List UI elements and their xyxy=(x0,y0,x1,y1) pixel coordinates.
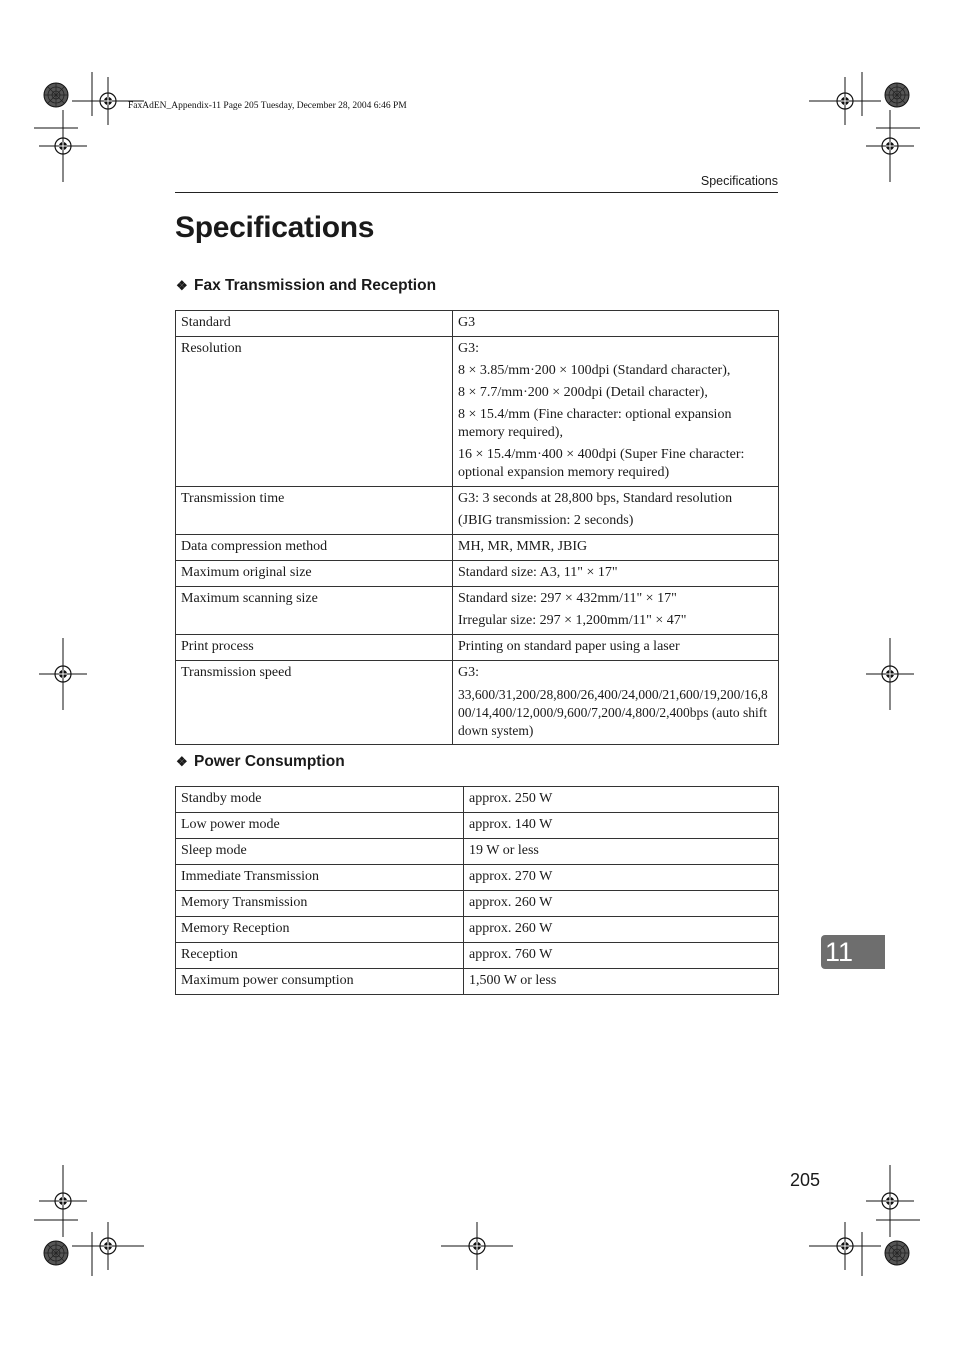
diamond-bullet-icon: ❖ xyxy=(176,754,188,769)
table-row xyxy=(176,337,779,487)
spec-value-line: G3: 3 seconds at 28,800 bps, Standard resolution xyxy=(458,491,733,506)
power-value: approx. 140 W xyxy=(464,813,779,839)
spec-value-line: (JBIG transmission: 2 seconds) xyxy=(458,513,634,528)
fax-spec-table xyxy=(175,310,779,745)
spec-value xyxy=(453,311,779,337)
spec-value-line: 8 × 15.4/mm (Fine character: optional expansion memory required), xyxy=(458,407,732,440)
color-target-bottom-left xyxy=(44,1241,68,1265)
registration-mark-bottom-right xyxy=(809,1222,881,1270)
mode-label: Immediate Transmission xyxy=(176,865,464,891)
spec-value xyxy=(453,337,779,487)
table-row xyxy=(176,891,779,917)
running-header: Specifications xyxy=(700,174,778,188)
mode-label: Standby mode xyxy=(176,787,464,813)
section-title: Power Consumption xyxy=(194,753,345,770)
mode-label: Memory Transmission xyxy=(176,891,464,917)
spec-value-line: G3 xyxy=(458,315,476,330)
print-info: FaxAdEN_Appendix-11 Page 205 Tuesday, December 28, 2004 6:46 PM xyxy=(128,101,407,111)
color-target-top-right xyxy=(885,83,909,107)
table-row xyxy=(176,535,779,561)
power-value: approx. 260 W xyxy=(464,917,779,943)
spec-value xyxy=(453,587,779,635)
spec-label: Maximum original size xyxy=(176,561,453,587)
chapter-tab: 11 xyxy=(821,935,885,969)
diamond-bullet-icon: ❖ xyxy=(176,278,188,293)
power-value: approx. 760 W xyxy=(464,943,779,969)
spec-value-line: 33,600/31,200/28,800/26,400/24,000/21,600/19,200/16,800/14,400/12,000/9,600/7,200/4,800/2,400bps (auto shift down system) xyxy=(458,687,768,738)
table-row xyxy=(176,787,779,813)
spec-label: Standard xyxy=(176,311,453,337)
spec-label: Resolution xyxy=(176,337,453,487)
table-row xyxy=(176,813,779,839)
spec-value xyxy=(453,635,779,661)
page-number: 205 xyxy=(789,1170,820,1190)
spec-value-line: 8 × 3.85/mm·200 × 100dpi (Standard character), xyxy=(458,363,731,378)
section-heading-power xyxy=(176,753,345,771)
registration-mark-right-middle xyxy=(866,638,914,710)
spec-value-line: Standard size: 297 × 432mm/11" × 17" xyxy=(458,591,677,606)
spec-label: Transmission time xyxy=(176,487,453,535)
table-row xyxy=(176,635,779,661)
registration-mark-left-lower xyxy=(39,1165,87,1237)
registration-mark-top-right xyxy=(809,77,881,125)
table-row xyxy=(176,943,779,969)
power-value: approx. 260 W xyxy=(464,891,779,917)
registration-mark-left-middle xyxy=(39,638,87,710)
spec-label: Data compression method xyxy=(176,535,453,561)
table-row xyxy=(176,865,779,891)
mode-label: Maximum power consumption xyxy=(176,969,464,995)
spec-value-line: Standard size: A3, 11" × 17" xyxy=(458,565,618,580)
mode-label: Reception xyxy=(176,943,464,969)
power-value: approx. 270 W xyxy=(464,865,779,891)
table-row xyxy=(176,839,779,865)
color-target-top-left xyxy=(44,83,68,107)
spec-label: Transmission speed xyxy=(176,661,453,745)
section-heading-fax xyxy=(176,277,436,295)
registration-mark-left-upper xyxy=(39,110,87,182)
header-rule xyxy=(175,192,778,193)
spec-label: Maximum scanning size xyxy=(176,587,453,635)
registration-mark-bottom-center xyxy=(441,1222,513,1270)
power-value: approx. 250 W xyxy=(464,787,779,813)
mode-label: Low power mode xyxy=(176,813,464,839)
spec-value xyxy=(453,661,779,745)
spec-value xyxy=(453,561,779,587)
spec-value xyxy=(453,487,779,535)
spec-value-line: 16 × 15.4/mm·400 × 400dpi (Super Fine character: optional expansion memory required) xyxy=(458,447,745,480)
table-row xyxy=(176,311,779,337)
registration-mark-right-lower xyxy=(866,1165,914,1237)
mode-label: Sleep mode xyxy=(176,839,464,865)
page-title: Specifications xyxy=(175,211,375,244)
spec-value-line: G3: xyxy=(458,665,479,680)
section-title: Fax Transmission and Reception xyxy=(194,277,437,294)
power-value: 1,500 W or less xyxy=(464,969,779,995)
registration-mark-bottom-left xyxy=(72,1222,144,1270)
table-row xyxy=(176,561,779,587)
power-value: 19 W or less xyxy=(464,839,779,865)
power-consumption-table xyxy=(175,786,779,995)
spec-label: Print process xyxy=(176,635,453,661)
mode-label: Memory Reception xyxy=(176,917,464,943)
table-row xyxy=(176,587,779,635)
table-row xyxy=(176,917,779,943)
spec-value-line: 8 × 7.7/mm·200 × 200dpi (Detail character), xyxy=(458,385,708,400)
spec-value-line: Irregular size: 297 × 1,200mm/11" × 47" xyxy=(458,613,687,628)
registration-mark-right-upper xyxy=(866,110,914,182)
spec-value-line: MH, MR, MMR, JBIG xyxy=(458,539,588,554)
table-row xyxy=(176,969,779,995)
table-row xyxy=(176,487,779,535)
spec-value-line: Printing on standard paper using a laser xyxy=(458,639,680,654)
spec-value-line: G3: xyxy=(458,341,479,356)
spec-value xyxy=(453,535,779,561)
color-target-bottom-right xyxy=(885,1241,909,1265)
table-row xyxy=(176,661,779,745)
